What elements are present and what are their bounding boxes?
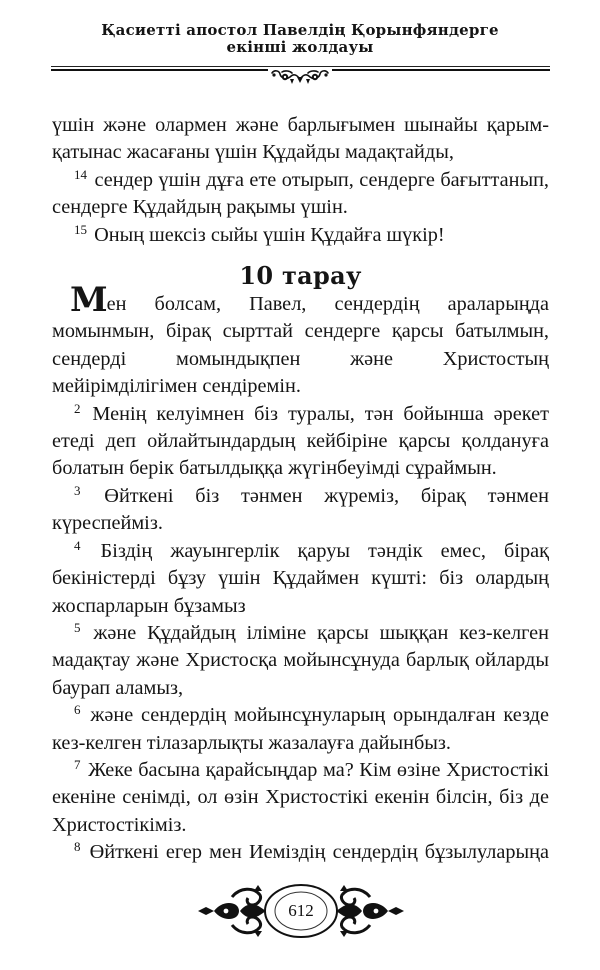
verse-text: Біздің жауынгерлік қаруы тәндік емес, бірақ бекіністерді бұзу үшін Құдаймен күшті: біз олардың жоспарларын бұзамыз [52,539,549,617]
verse-number: 3 [74,482,81,498]
continuation-paragraph: үшін және олармен және барлығымен шынайы қарым-қатынас жасағаны үшін Құдайды мадақтайды, [52,114,549,164]
header-title-line1: Қасиетті апостол Павелдің Қорынфяндерге [101,21,499,39]
verse-6 [52,702,549,757]
verse-text: және сендердің мойынсұнуларың орындалған кезде кез-келген тілазарлықты жазалауға дайынбыз. [52,704,549,754]
verse-text: Оның шексіз сыйы үшін Құдайға шүкір! [94,223,445,246]
page-body [52,112,549,867]
verse-3 [52,483,549,538]
verse-text: Өйткені егер мен Иеміздің сендердің бұзылуларыңа [89,841,549,864]
verse-number: 15 [74,221,87,237]
verse-4 [52,538,549,620]
verse-text: және Құдайдың іліміне қарсы шыққан кез-келген мадақтау және Христосқа мойынсұнуда барлық ойларды баурап аламыз, [52,621,550,699]
verse-5 [52,620,549,702]
chapter-title: 10 тарау [239,261,362,291]
verse-text: Менің келуімнен біз туралы, тән бойынша әрекет етеді деп ойлайтындардың кейбіріне қарсы қолдануға болатын берік батылдыққа жүгінбеуімді сұраймын. [52,402,549,480]
verse-14 [52,167,549,222]
header-rule-thin [51,66,550,67]
verse-7 [52,757,549,839]
verse-number: 4 [74,537,81,553]
verse-number: 5 [74,619,81,635]
verse-number: 14 [74,166,87,182]
floral-scroll-ornament-icon [268,68,332,86]
verse-number: 6 [74,702,81,718]
drop-cap: М [70,280,107,321]
verse-number: 2 [74,400,81,416]
page-number: 612 [288,901,314,920]
verse-number: 7 [74,756,81,772]
running-header [0,22,600,56]
verse-text: Өйткені біз тәнмен жүреміз, бірақ тәнмен күреспейміз. [52,484,549,535]
chapter-first-verse [52,280,549,401]
verse-text: Жеке басына қарайсыңдар ма? Кім өзіне Христостікі екеніне сенімді, ол өзін Христостікі екенін білсін, біз де Христостікіміз. [52,758,549,836]
verse-text: ен болсам, Павел, сендердің араларыңда момынмын, бірақ сырттай сендерге қарсы батылмын, сендерді момындықпен және Христостың мейірімділігімен сендіремін. [52,293,549,398]
verse-8 [52,839,549,866]
header-title-line2: екінші жолдауы [226,38,374,56]
verse-15 [52,222,549,249]
verse-text: сендер үшін дұға ете отырып, сендерге бағыттанып, сендерге Құдайдың рақымы үшін. [52,168,549,219]
verse-2 [52,401,549,483]
verse-number: 8 [74,839,81,855]
